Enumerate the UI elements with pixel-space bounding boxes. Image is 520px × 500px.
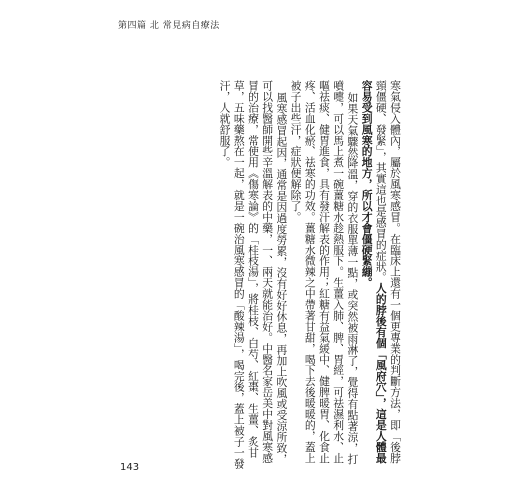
paragraph-3: 風寒感冒起因，通常是因過度勞累，沒有好好休息，再加上吹風或受涼所致，可以找醫師開些辛溫解表的中藥，一、兩天就能治好。中醫名家岳美中對風寒感冒的治療，常使用《傷寒論》的「桂枝湯」，將桂枝、白芍、紅棗、生薑、炙甘草，五味藥熬在一起，就是一碗治風寒感冒的「酸辣湯」，喝完後，蓋上被子一發汗，人就舒服了。 bbox=[218, 80, 289, 469]
running-header bbox=[118, 18, 220, 31]
body-text bbox=[144, 80, 402, 472]
page-number: 143 bbox=[120, 462, 140, 473]
paragraph-1 bbox=[359, 80, 402, 472]
header-separator: 北 bbox=[149, 21, 160, 31]
chapter-title: 常見病自療法 bbox=[162, 21, 220, 31]
chapter-label: 第四篇 bbox=[118, 21, 147, 31]
paragraph-1-bold-text: 人的脖後有個「風府穴」，這是人體最容易受到風寒的地方，所以才會僵硬緊繃。 bbox=[360, 80, 388, 464]
paragraph-2: 如果天氣驟然降溫，穿的衣服單薄一點，或突然被雨淋了，覺得有點著涼，打噴嚏，可以馬上煮一碗薑糖水趁熱服下。生薑入肺、脾、胃經，可祛濕利水、止嘔祛痰、健胃進食，具有發汗解表的作用；紅糖有益氣緩中、健脾暖胃、化食止疼、活血化瘀、祛寒的功效。薑糖水微辣之中帶著甘甜，喝下去後暖暖的，蓋上被子出些汗，症狀便解除了。 bbox=[289, 80, 360, 465]
paragraph-1-text: 寒氣侵入體內，屬於風寒感冒。在臨床上還有一個更專業的判斷方法，即「後脖頸僵硬、發緊」，其實這也是感冒的症狀。 bbox=[374, 80, 402, 464]
